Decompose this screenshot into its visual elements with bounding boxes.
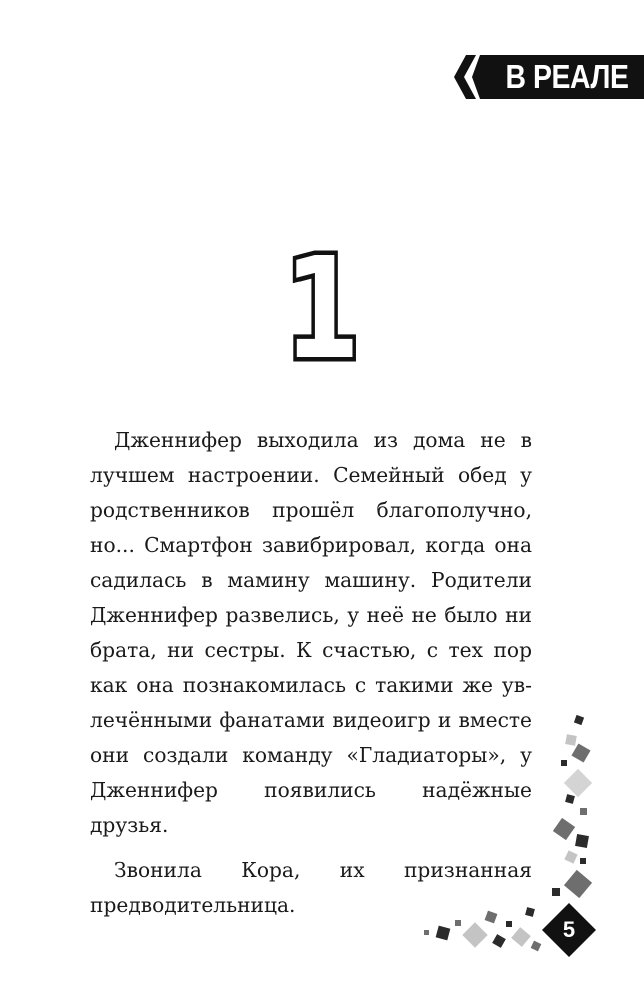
confetti-square (455, 920, 461, 926)
confetti-square (571, 743, 590, 762)
confetti-square (511, 927, 531, 947)
confetti-square (462, 922, 487, 947)
confetti-square (574, 715, 584, 725)
section-title: В РЕАЛЕ (505, 58, 629, 95)
confetti-square (575, 834, 589, 848)
confetti-square (424, 930, 429, 935)
confetti-square (485, 911, 498, 924)
confetti-square (580, 808, 587, 815)
confetti-square (565, 794, 575, 804)
confetti-square (531, 941, 542, 952)
chapter-number: 1 (283, 228, 360, 391)
page-number-badge (541, 902, 597, 958)
confetti-square (553, 818, 575, 840)
paragraph-1: Дженнифер выходила из дома не в лучшем настроении. Семейный обед у родственников прошёл благополучно, но... Смартфон завибрировал, когда она садилась в мамину машину. Родители Дженнифер развелись, у неё не было ни брата, ни сестры. К счастью, с тех пор как она познакомилась с такими же увлечёнными фанатами видеоигр и вместе они создали команду «Гладиаторы», у Дженнифер появились надёжные друзья. (90, 428, 532, 837)
confetti-square (492, 934, 506, 948)
confetti-square (564, 850, 577, 863)
confetti-square (564, 769, 592, 797)
confetti-square (565, 734, 577, 746)
confetti-square (552, 888, 560, 896)
paragraph-2: Звонила Кора, их признанная предводительница. (90, 858, 532, 917)
confetti-square (580, 858, 586, 864)
confetti-square (506, 921, 512, 927)
confetti-square (525, 907, 535, 917)
confetti-square (561, 760, 567, 766)
confetti-square (564, 870, 592, 898)
confetti-square (436, 926, 451, 941)
page-number: 5 (562, 917, 576, 942)
